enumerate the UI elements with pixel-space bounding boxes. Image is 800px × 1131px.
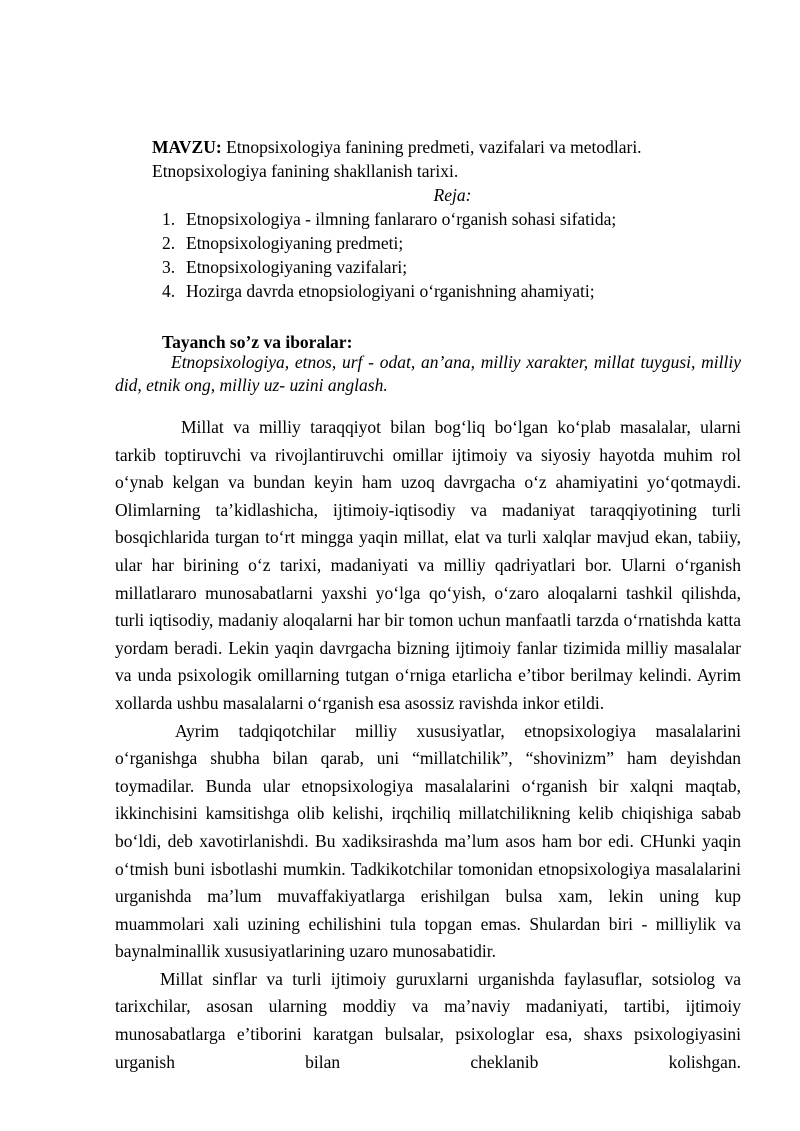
keywords-text: Etnopsixologiya, etnos, urf - odat, an’ana, milliy xarakter, millat tuygusi, milliy did, etnik ong, milliy uz- uzini anglash.	[115, 352, 741, 395]
plan-item-number: 2.	[162, 233, 176, 253]
plan-item	[162, 231, 616, 255]
plan-item-text: Etnopsixologiyaning vazifalari;	[186, 257, 408, 277]
plan-heading: Reja:	[433, 185, 472, 205]
plan-item-number: 4.	[162, 281, 176, 301]
plan-item-number: 3.	[162, 257, 176, 277]
plan-item-text: Etnopsixologiyaning predmeti;	[186, 233, 404, 253]
plan-item-number: 1.	[162, 209, 176, 229]
body-paragraph: Millat va milliy taraqqiyot bilan bogʻliq boʻlgan koʻplab masalalar, ularni tarkib toptiruvchi va rivojlantiruvchi omillar ijtimoiy va siyosiy hayotda muhim rol oʻynab kelgan va bundan keyin ham uzoq davrgacha oʻz ahamiyatini yoʻqotmaydi. Olimlarning ta’kidlashicha, ijtimoiy-iqtisodiy va madaniyat taraqqiyotining turli bosqichlarida turgan toʻrt mingga yaqin millat, elat va turli xalqlar mavjud ekan, tabiiy, ular har birining oʻz tarixi, madaniyati va milliy qadriyatlari bor. Ularni oʻrganish millatlararo munosabatlarni yaxshi yoʻlga qoʻyish, oʻzaro aloqalarni tashkil qilishda, turli iqtisodiy, madaniy aloqalarni har bir tomon uchun manfaatli tarzda oʻrnatishda katta yordam beradi. Lekin yaqin davrgacha bizning ijtimoiy fanlar tizimida milliy masalalar va unda psixologik omillarning tutgan oʻrniga etarlicha e’tibor berilmay kelindi. Ayrim xollarda ushbu masalalarni oʻrganish esa asossiz ravishda inkor etildi.	[115, 417, 741, 713]
plan-list	[162, 207, 616, 303]
body-paragraph: Ayrim tadqiqotchilar milliy xususiyatlar, etnopsixologiya masalalarini oʻrganishga shubha bilan qarab, uni “millatchilik”, “shovinizm” ham deyishdan toymadilar. Bunda ular etnopsixologiya masalalarini oʻrganish bir xalqni maqtab, ikkinchisini kamsitishga olib kelishi, irqchiliq millatchilikning kelib chiqishiga sabab boʻldi, deb xavotirlanishdi. Bu xadiksirashda ma’lum asos ham bor edi. CHunki yaqin oʻtmish buni isbotlashi mumkin. Tadkikotchilar tomonidan etnopsixologiya masalalarini urganishda ma’lum muvaffakiyatlarga erishilgan bulsa xam, lekin uning kup muammolari xali uzining echilishini tula topgan emas. Shulardan biri - milliylik va baynalminallik xususiyatlarining uzaro munosabatidir.	[115, 720, 741, 962]
topic-heading	[152, 135, 752, 183]
topic-label: MAVZU:	[152, 137, 222, 157]
topic-title-line2: Etnopsixologiya fanining shakllanish tarixi.	[152, 161, 459, 181]
plan-item-text: Etnopsixologiya - ilmning fanlararo oʻrganish sohasi sifatida;	[186, 209, 617, 229]
body-paragraph: Millat sinflar va turli ijtimoiy guruxlarni urganishda faylasuflar, sotsiolog va tarixchilar, asosan ularning moddiy va ma’naviy madaniyati, tartibi, ijtimoiy munosabatlarga e’tiborini karatgan bulsalar, psixologlar esa, shaxs psixologiyasini urganish bilan cheklanib kolishgan.	[115, 968, 741, 1072]
plan-item-text: Hozirga davrda etnopsiologiyani oʻrganishning ahamiyati;	[186, 281, 595, 301]
body-text	[115, 414, 741, 1076]
plan-item	[162, 279, 616, 303]
topic-title-line1: Etnopsixologiya fanining predmeti, vazifalari va metodlari.	[221, 137, 642, 157]
plan-item	[162, 255, 616, 279]
keywords-heading: Tayanch so’z va iboralar:	[162, 332, 353, 352]
plan-item	[162, 207, 616, 231]
